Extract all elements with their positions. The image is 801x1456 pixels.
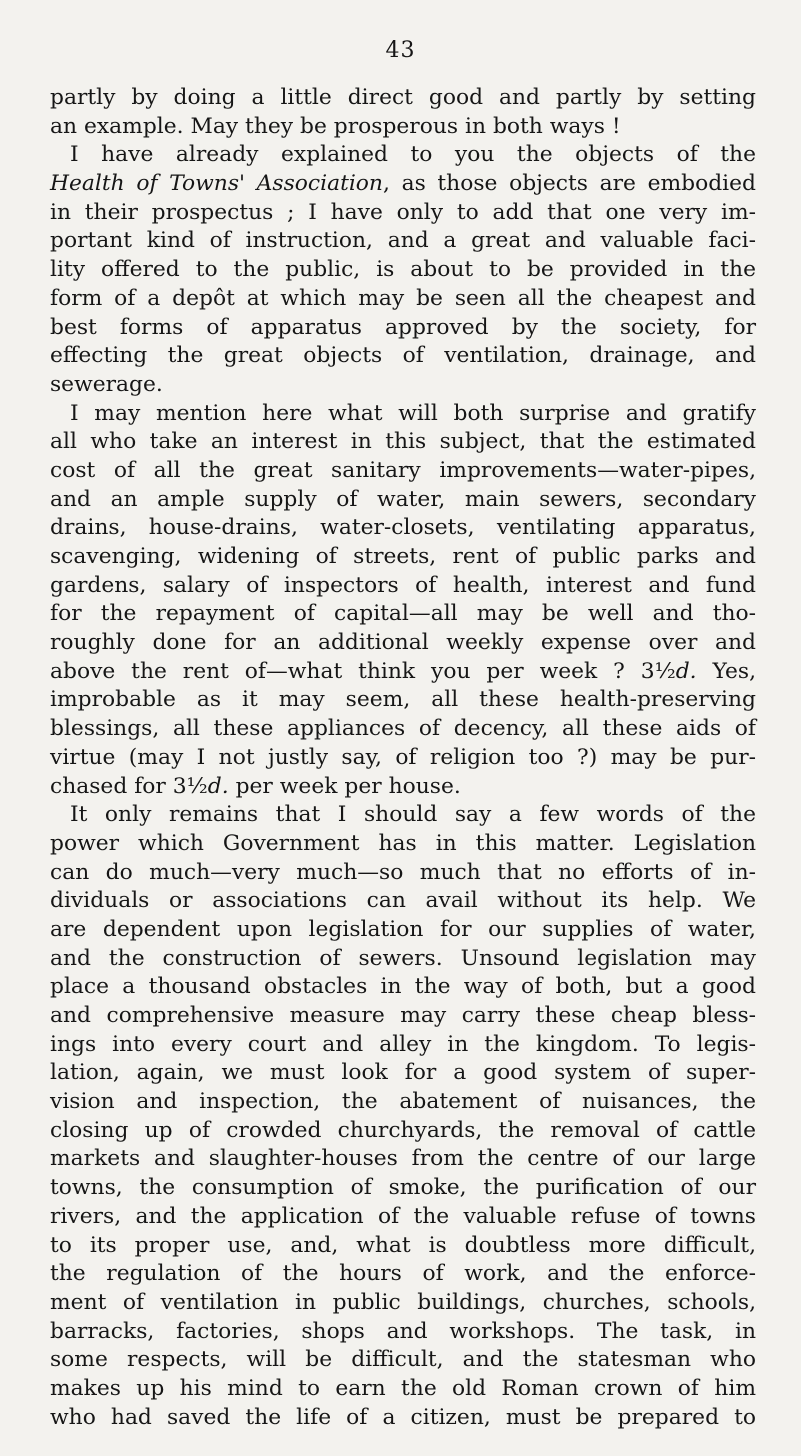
text-line (50, 859, 756, 888)
text-line (50, 314, 756, 343)
text-segment: makes up his mind to earn the old Roman crown of him (50, 1375, 756, 1401)
text-segment: gardens, salary of inspectors of health, interest and fund (50, 572, 756, 598)
text-segment: and comprehensive measure may carry these cheap bless- (50, 1003, 756, 1028)
text-line (50, 715, 756, 744)
text-line (50, 600, 756, 629)
body-text (50, 84, 756, 1432)
text-segment: I may mention here what will both surprise and gratify (70, 400, 756, 426)
text-segment: the regulation of the hours of work, and the enforce- (50, 1261, 756, 1287)
text-segment: , as those objects are embodied (382, 171, 756, 197)
text-segment: ings into every court and alley in the kingdom. To legis- (50, 1031, 756, 1057)
text-segment: who had saved the life of a citizen, must be prepared to (50, 1404, 756, 1430)
text-line (50, 428, 756, 457)
text-segment: lity offered to the public, is about to be provided in the (50, 257, 756, 283)
text-segment: I have already explained to you the objects of the (70, 142, 756, 168)
text-segment: can do much—very much—so much that no efforts of in- (50, 859, 756, 885)
text-segment: ment of ventilation in public buildings, churches, schools, (50, 1289, 756, 1315)
text-line (50, 514, 756, 543)
text-segment: blessings, all these appliances of decency, all these aids of (50, 716, 756, 742)
text-segment: are dependent upon legislation for our supplies of water, (50, 916, 756, 942)
text-segment: improbable as it may seem, all these health-preserving (50, 687, 756, 713)
text-segment: Yes, (696, 658, 756, 684)
text-segment: vision and inspection, the abatement of nuisances, the (50, 1089, 756, 1115)
text-line (50, 686, 756, 715)
text-segment: to its proper use, and, what is doubtless more difficult, (50, 1232, 756, 1258)
text-line (50, 973, 756, 1002)
text-segment: lation, again, we must look for a good system of super- (50, 1060, 756, 1086)
text-line (50, 1289, 756, 1318)
text-line (50, 1375, 756, 1404)
text-segment: power which Government has in this matter. Legislation (50, 830, 756, 856)
text-segment: rivers, and the application of the valuable refuse of towns (50, 1203, 756, 1229)
text-line (50, 1203, 756, 1232)
text-line (50, 1404, 756, 1433)
text-segment: virtue (may I not justly say, of religion too ?) may be pur- (50, 744, 756, 770)
text-line (50, 227, 756, 256)
text-line (50, 801, 756, 830)
text-segment: form of a depôt at which may be seen all the cheapest and (50, 285, 756, 311)
text-line (50, 285, 756, 314)
text-segment: best forms of apparatus approved by the society, for (50, 314, 756, 340)
text-line (50, 1318, 756, 1347)
text-line (50, 1145, 756, 1174)
text-segment: and an ample supply of water, main sewers, secondary (50, 486, 756, 512)
text-line (50, 887, 756, 916)
text-segment: barracks, factories, shops and workshops. The task, in (50, 1318, 756, 1344)
text-segment: for the repayment of capital—all may be well and tho- (50, 601, 756, 627)
text-line (50, 1346, 756, 1375)
text-segment: towns, the consumption of smoke, the purification of our (50, 1175, 756, 1201)
text-segment: roughly done for an additional weekly expense over and (50, 630, 756, 656)
text-segment: portant kind of instruction, and a great and valuable faci- (50, 228, 756, 254)
text-segment: dividuals or associations can avail without its help. We (50, 888, 756, 914)
text-line (50, 572, 756, 601)
text-line (50, 1088, 756, 1117)
text-segment: It only remains that I should say a few words of the (70, 802, 756, 828)
text-line (50, 773, 756, 802)
text-line (50, 916, 756, 945)
page-number: 43 (385, 38, 416, 63)
text-line (50, 84, 756, 113)
text-segment: sewerage. (50, 371, 163, 397)
text-segment: per week per house. (228, 773, 461, 799)
text-line (50, 543, 756, 572)
text-segment: all who take an interest in this subject, that the estimated (50, 429, 756, 455)
text-segment: chased for 3½ (50, 773, 208, 799)
text-line (50, 629, 756, 658)
text-segment: an example. May they be prosperous in both ways ! (50, 113, 621, 139)
text-line (50, 945, 756, 974)
text-line (50, 256, 756, 285)
text-line (50, 744, 756, 773)
text-segment: in their prospectus ; I have only to add that one very im- (50, 199, 756, 225)
text-line (50, 1002, 756, 1031)
text-line (50, 371, 756, 400)
italic-text-segment: d. (675, 658, 697, 684)
text-line (50, 486, 756, 515)
text-segment: and the construction of sewers. Unsound legislation may (50, 945, 756, 971)
text-segment: above the rent of—what think you per week ? 3½ (50, 658, 676, 684)
text-segment: scavenging, widening of streets, rent of public parks and (50, 544, 756, 569)
text-line (50, 830, 756, 859)
text-segment: markets and slaughter-houses from the centre of our large (50, 1146, 756, 1172)
text-segment: closing up of crowded churchyards, the removal of cattle (50, 1117, 756, 1143)
text-segment: effecting the great objects of ventilation, drainage, and (50, 343, 756, 369)
italic-text-segment: Health of Towns' Association (50, 171, 383, 197)
text-segment: partly by doing a little direct good and partly by setting (50, 85, 756, 110)
text-line (50, 1059, 756, 1088)
text-segment: cost of all the great sanitary improvements—water-pipes, (50, 457, 756, 483)
text-line (50, 170, 756, 199)
text-line (50, 1117, 756, 1146)
text-line (50, 1232, 756, 1261)
text-line (50, 457, 756, 486)
text-line (50, 1031, 756, 1060)
text-line (50, 113, 756, 142)
text-line (50, 342, 756, 371)
text-line (50, 658, 756, 687)
italic-text-segment: d. (207, 773, 229, 799)
text-segment: some respects, will be difficult, and the statesman who (50, 1347, 756, 1373)
text-segment: drains, house-drains, water-closets, ventilating apparatus, (50, 515, 756, 541)
text-segment: place a thousand obstacles in the way of both, but a good (50, 974, 756, 1000)
text-line (50, 1174, 756, 1203)
text-line (50, 199, 756, 228)
text-line (50, 400, 756, 429)
text-line (50, 141, 756, 170)
text-line (50, 1260, 756, 1289)
